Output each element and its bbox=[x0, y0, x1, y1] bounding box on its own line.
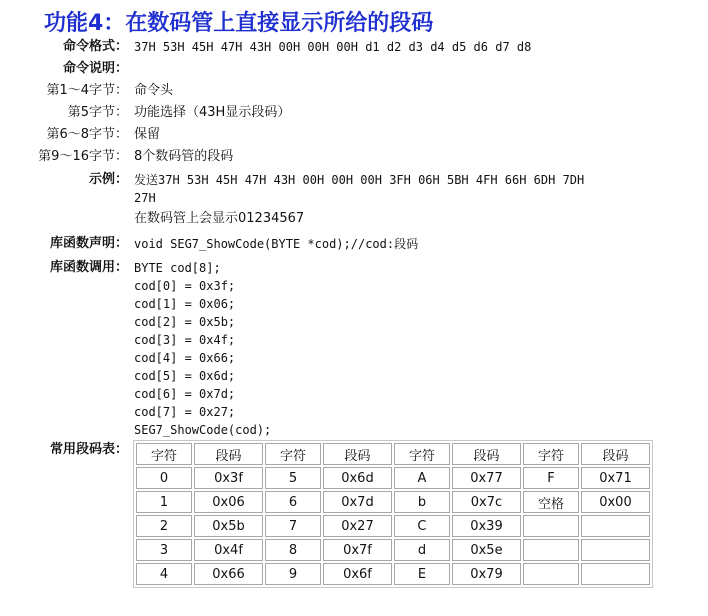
table-cell: 0x06 bbox=[194, 491, 263, 513]
table-row bbox=[136, 539, 650, 561]
table-cell: E bbox=[394, 563, 450, 585]
table-cell bbox=[523, 563, 579, 585]
page-title: 功能4：在数码管上直接显示所给的段码 bbox=[44, 11, 434, 36]
byte-label: 第6～8字节： bbox=[46, 127, 128, 142]
table-cell: b bbox=[394, 491, 450, 513]
example-line1: 发送37H 53H 45H 47H 43H 00H 00H 00H 3FH 06H 5BH 4FH 66H 6DH 7DH bbox=[134, 173, 585, 187]
table-cell: d bbox=[394, 539, 450, 561]
table-cell: 6 bbox=[265, 491, 321, 513]
code-line: cod[1] = 0x06; bbox=[134, 297, 236, 311]
table-header-cell: 字符 bbox=[394, 443, 450, 465]
table-cell: 0x66 bbox=[194, 563, 263, 585]
table-cell: 7 bbox=[265, 515, 321, 537]
table-cell: 5 bbox=[265, 467, 321, 489]
format-value: 37H 53H 45H 47H 43H 00H 00H 00H d1 d2 d3 d4 d5 d6 d7 d8 bbox=[134, 40, 532, 54]
table-cell bbox=[523, 539, 579, 561]
table-header-row bbox=[136, 443, 650, 465]
format-label: 命令格式： bbox=[62, 39, 128, 54]
table-cell bbox=[523, 515, 579, 537]
table-row bbox=[136, 467, 650, 489]
code-line: cod[5] = 0x6d; bbox=[134, 369, 236, 383]
table-cell: 0x4f bbox=[194, 539, 263, 561]
table-header-cell: 段码 bbox=[452, 443, 521, 465]
table-header-cell: 字符 bbox=[136, 443, 192, 465]
byte-value: 保留 bbox=[134, 127, 161, 142]
code-line: BYTE cod[8]; bbox=[134, 261, 221, 275]
table-row bbox=[136, 515, 650, 537]
code-line: cod[3] = 0x4f; bbox=[134, 333, 236, 347]
code-line: cod[4] = 0x66; bbox=[134, 351, 236, 365]
table-row bbox=[136, 563, 650, 585]
code-line: cod[0] = 0x3f; bbox=[134, 279, 236, 293]
table-cell: 0x79 bbox=[452, 563, 521, 585]
table-cell: 3 bbox=[136, 539, 192, 561]
byte-value: 功能选择（43H显示段码） bbox=[134, 105, 291, 120]
decl-value: void SEG7_ShowCode(BYTE *cod);//cod:段码 bbox=[134, 237, 419, 251]
table-cell: 0x39 bbox=[452, 515, 521, 537]
table-cell: 0x00 bbox=[581, 491, 650, 513]
table-cell: 0x7f bbox=[323, 539, 392, 561]
code-line: cod[7] = 0x27; bbox=[134, 405, 236, 419]
table-cell: 0x7c bbox=[452, 491, 521, 513]
table-cell: 1 bbox=[136, 491, 192, 513]
byte-label: 第5字节： bbox=[67, 105, 128, 120]
table-cell: 0x5b bbox=[194, 515, 263, 537]
example-line3: 在数码管上会显示01234567 bbox=[134, 211, 305, 226]
byte-label: 第9～16字节： bbox=[38, 149, 128, 164]
table-cell: F bbox=[523, 467, 579, 489]
table-cell: 0x6d bbox=[323, 467, 392, 489]
call-label: 库函数调用： bbox=[49, 260, 128, 275]
table-cell: 0x71 bbox=[581, 467, 650, 489]
example-label: 示例： bbox=[88, 172, 128, 187]
table-label: 常用段码表： bbox=[49, 442, 128, 457]
byte-value: 8个数码管的段码 bbox=[134, 149, 234, 164]
code-line: cod[6] = 0x7d; bbox=[134, 387, 236, 401]
table-header-cell: 字符 bbox=[265, 443, 321, 465]
table-header-cell: 段码 bbox=[194, 443, 263, 465]
table-cell: 0 bbox=[136, 467, 192, 489]
table-cell: 0x6f bbox=[323, 563, 392, 585]
code-line: cod[2] = 0x5b; bbox=[134, 315, 236, 329]
segment-code-table-frame bbox=[133, 440, 653, 588]
table-cell bbox=[581, 539, 650, 561]
table-cell bbox=[581, 563, 650, 585]
example-line2: 27H bbox=[134, 191, 156, 205]
table-cell: 0x77 bbox=[452, 467, 521, 489]
table-cell: 0x5e bbox=[452, 539, 521, 561]
table-cell: 空格 bbox=[523, 491, 579, 513]
table-cell: 0x27 bbox=[323, 515, 392, 537]
table-cell: 0x7d bbox=[323, 491, 392, 513]
table-header-cell: 段码 bbox=[581, 443, 650, 465]
byte-value: 命令头 bbox=[134, 83, 174, 98]
byte-label: 第1～4字节： bbox=[46, 83, 128, 98]
table-cell: A bbox=[394, 467, 450, 489]
code-block bbox=[134, 259, 271, 439]
table-row bbox=[136, 491, 650, 513]
table-cell: 8 bbox=[265, 539, 321, 561]
table-cell: 2 bbox=[136, 515, 192, 537]
segment-code-table bbox=[134, 441, 652, 587]
table-cell: 4 bbox=[136, 563, 192, 585]
table-cell bbox=[581, 515, 650, 537]
desc-label: 命令说明： bbox=[62, 61, 128, 76]
table-header-cell: 段码 bbox=[323, 443, 392, 465]
table-cell: 9 bbox=[265, 563, 321, 585]
table-cell: 0x3f bbox=[194, 467, 263, 489]
decl-label: 库函数声明： bbox=[49, 236, 128, 251]
table-header-cell: 字符 bbox=[523, 443, 579, 465]
code-line: SEG7_ShowCode(cod); bbox=[134, 423, 272, 437]
table-cell: C bbox=[394, 515, 450, 537]
